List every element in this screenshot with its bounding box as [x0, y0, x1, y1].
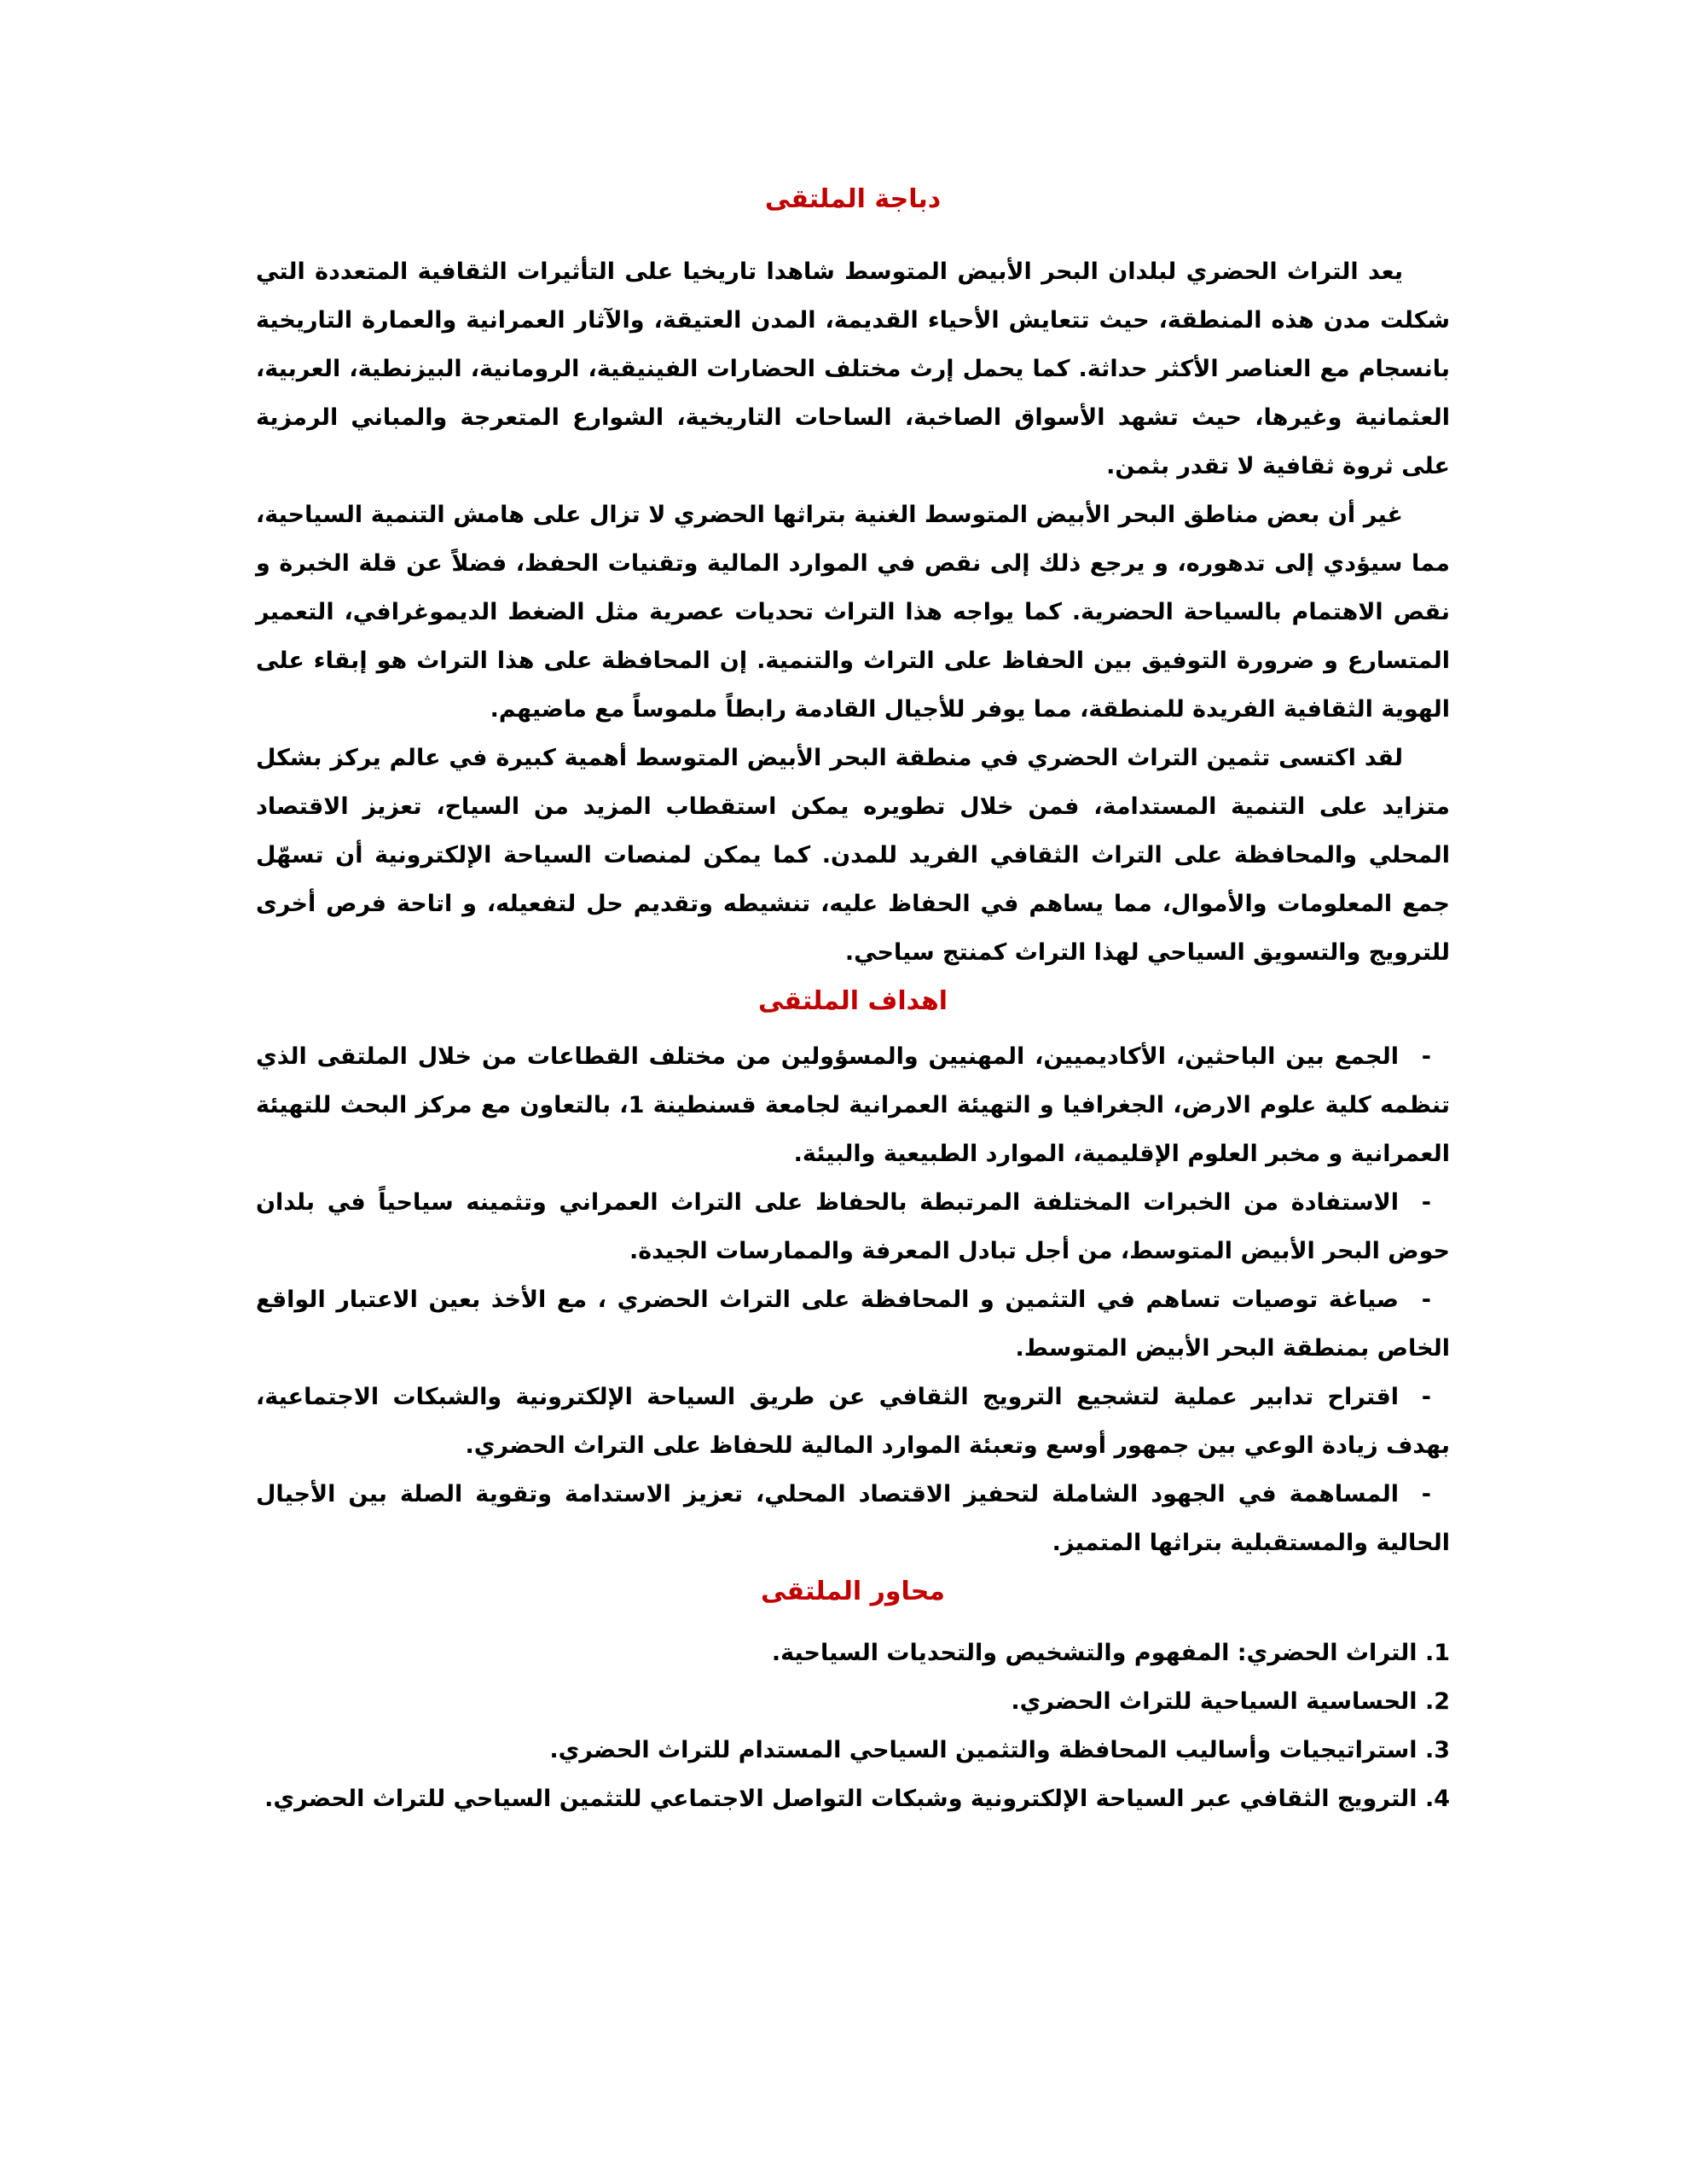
axes-item-number: 3.: [1424, 1737, 1450, 1763]
axes-list-item: [256, 1629, 1450, 1677]
goals-item-text: الاستفادة من الخبرات المختلفة المرتبطة بالحفاظ على التراث العمراني وتثمينه سياحياً في بلدان حوض البحر الأبيض المتوسط، من أجل تبادل المعرفة والممارسات الجيدة.: [256, 1189, 1450, 1264]
axes-item-text: الترويج الثقافي عبر السياحة الإلكترونية وشبكات التواصل الاجتماعي للتثمين السياحي للتراث الحضري.: [264, 1786, 1417, 1812]
goals-list-item: [256, 1373, 1450, 1470]
preamble-paragraph-2: غير أن بعض مناطق البحر الأبيض المتوسط الغنية بتراثها الحضري لا تزال على هامش التنمية السياحية، مما سيؤدي إلى تدهوره، و يرجع ذلك إلى نقص في الموارد المالية وتقنيات الحفظ، فضلاً عن قلة الخبرة و نقص الاهتمام بالسياحة الحضرية. كما يواجه هذا التراث تحديات عصرية مثل الضغط الديموغرافي، التعمير المتسارع و ضرورة التوفيق بين الحفاظ على التراث والتنمية. إن المحافظة على هذا التراث هو إبقاء على الهوية الثقافية الفريدة للمنطقة، مما يوفر للأجيال القادمة رابطاً ملموساً مع ماضيهم.: [256, 502, 1450, 723]
axes-item-text: الحساسية السياحية للتراث الحضري.: [1011, 1688, 1417, 1715]
goals-item-text: اقتراح تدابير عملية لتشجيع الترويج الثقافي عن طريق السياحة الإلكترونية والشبكات الاجتماعية، بهدف زيادة الوعي بين جمهور أوسع وتعبئة الموارد المالية للحفاظ على التراث الحضري.: [256, 1384, 1450, 1459]
heading-goals: اهداف الملتقى: [757, 986, 948, 1016]
axes-item-text: التراث الحضري: المفهوم والتشخيص والتحديات السياحية.: [771, 1640, 1417, 1666]
axes-list-item: [256, 1677, 1450, 1726]
heading-axes: محاور الملتقى: [761, 1577, 945, 1606]
axes-item-number: 4.: [1424, 1786, 1450, 1812]
dash-bullet-icon: -: [1421, 1287, 1431, 1313]
axes-list: [256, 1629, 1450, 1823]
goals-item-text: الجمع بين الباحثين، الأكاديميين، المهنيين والمسؤولين من مختلف القطاعات من خلال الملتقى الذي تنظمه كلية علوم الارض، الجغرافيا و التهيئة العمرانية لجامعة قسنطينة 1، بالتعاون مع مركز البحث للتهيئة العمرانية و مخبر العلوم الإقليمية، الموارد الطبيعية والبيئة.: [256, 1043, 1450, 1167]
goals-list-item: [256, 1470, 1450, 1567]
preamble-paragraph-3: لقد اكتسى تثمين التراث الحضري في منطقة البحر الأبيض المتوسط أهمية كبيرة في عالم يركز بشكل متزايد على التنمية المستدامة، فمن خلال تطويره يمكن استقطاب المزيد من السياح، تعزيز الاقتصاد المحلي والمحافظة على التراث الثقافي الفريد للمدن. كما يمكن لمنصات السياحة الإلكترونية أن تسهّل جمع المعلومات والأموال، مما يساهم في الحفاظ عليه، تنشيطه وتقديم حل لتفعيله، و اتاحة فرص أخرى للترويج والتسويق السياحي لهذا التراث كمنتج سياحي.: [256, 745, 1450, 966]
axes-item-number: 2.: [1424, 1688, 1450, 1715]
axes-item-number: 1.: [1424, 1640, 1450, 1666]
goals-item-text: المساهمة في الجهود الشاملة لتحفيز الاقتصاد المحلي، تعزيز الاستدامة وتقوية الصلة بين الأجيال الحالية والمستقبلية بتراثها المتميز.: [256, 1481, 1450, 1556]
heading-preamble: دباجة الملتقى: [764, 184, 942, 214]
axes-item-text: استراتيجيات وأساليب المحافظة والتثمين السياحي المستدام للتراث الحضري.: [549, 1737, 1417, 1763]
goals-item-text: صياغة توصيات تساهم في التثمين و المحافظة على التراث الحضري ، مع الأخذ بعين الاعتبار الواقع الخاص بمنطقة البحر الأبيض المتوسط.: [256, 1287, 1450, 1362]
preamble-paragraph-1: يعد التراث الحضري لبلدان البحر الأبيض المتوسط شاهدا تاريخيا على التأثيرات الثقافية المتعددة التي شكلت مدن هذه المنطقة، حيث تتعايش الأحياء القديمة، المدن العتيقة، والآثار العمرانية والعمارة التاريخية بانسجام مع العناصر الأكثر حداثة. كما يحمل إرث مختلف الحضارات الفينيقية، الرومانية، البيزنطية، العربية، العثمانية وغيرها، حيث تشهد الأسواق الصاخبة، الساحات التاريخية، الشوارع المتعرجة والمباني الرمزية على ثروة ثقافية لا تقدر بثمن.: [256, 258, 1450, 479]
goals-list-item: [256, 1178, 1450, 1275]
dash-bullet-icon: -: [1421, 1481, 1431, 1507]
dash-bullet-icon: -: [1421, 1384, 1431, 1410]
goals-list-item: [256, 1032, 1450, 1178]
dash-bullet-icon: -: [1421, 1189, 1431, 1216]
goals-list-item: [256, 1275, 1450, 1373]
axes-list-item: [256, 1726, 1450, 1774]
goals-list: [256, 1032, 1450, 1567]
dash-bullet-icon: -: [1421, 1043, 1431, 1070]
axes-list-item: [256, 1774, 1450, 1823]
